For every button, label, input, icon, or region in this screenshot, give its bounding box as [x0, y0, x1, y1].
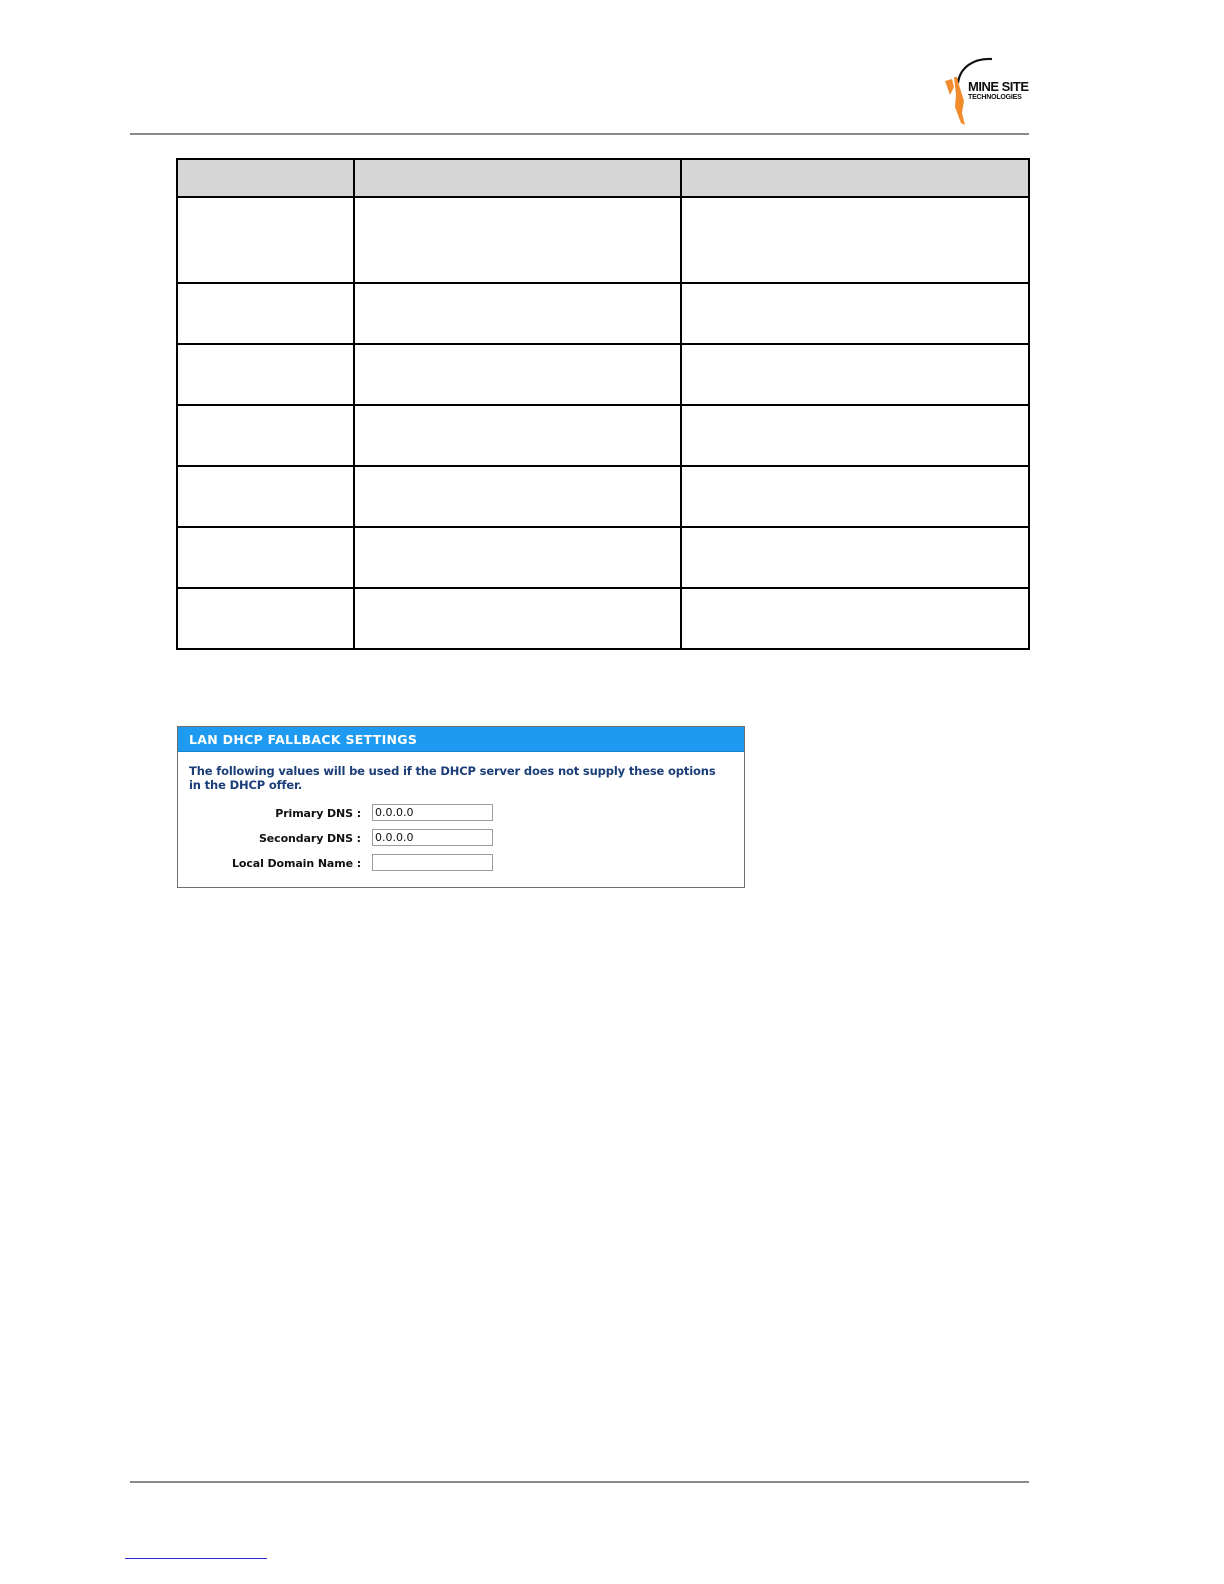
table-row [177, 527, 1029, 588]
secondary-dns-row [178, 829, 744, 849]
primary-dns-input[interactable] [372, 804, 493, 821]
header-divider [130, 133, 1029, 135]
table-cell [354, 197, 682, 283]
secondary-dns-label: Secondary DNS : [258, 832, 361, 845]
table-header-row [177, 159, 1029, 197]
table-cell [177, 588, 354, 649]
footer-link-underline [125, 1558, 267, 1559]
table-cell [177, 527, 354, 588]
table-cell [354, 527, 682, 588]
table-cell [354, 466, 682, 527]
table-header-cell [177, 159, 354, 197]
panel-description: The following values will be used if the DHCP server does not supply these options in the DHCP offer. [189, 764, 716, 792]
table-cell [681, 405, 1029, 466]
logo-text-line1: MINE SITE [968, 79, 1029, 94]
primary-dns-label: Primary DNS : [275, 807, 361, 820]
table-cell [177, 197, 354, 283]
local-domain-row [178, 854, 744, 874]
panel-title: LAN DHCP FALLBACK SETTINGS [178, 727, 744, 752]
dhcp-fallback-panel [177, 726, 745, 888]
table-row [177, 283, 1029, 344]
table-cell [681, 344, 1029, 405]
table-row [177, 588, 1029, 649]
table-cell [681, 527, 1029, 588]
table-cell [681, 588, 1029, 649]
table-cell [681, 197, 1029, 283]
table-cell [177, 466, 354, 527]
table-cell [354, 283, 682, 344]
table-cell [354, 588, 682, 649]
table-row [177, 344, 1029, 405]
table-row [177, 466, 1029, 527]
local-domain-label: Local Domain Name : [232, 857, 361, 870]
table-cell [177, 344, 354, 405]
footer-divider [130, 1481, 1029, 1483]
table-cell [177, 405, 354, 466]
table-cell [681, 466, 1029, 527]
table-cell [354, 405, 682, 466]
table-header-cell [354, 159, 682, 197]
table-cell [681, 283, 1029, 344]
parameters-table [176, 158, 1030, 650]
logo-text-line2: TECHNOLOGIES [968, 94, 1022, 101]
local-domain-input[interactable] [372, 854, 493, 871]
table-row [177, 405, 1029, 466]
secondary-dns-input[interactable] [372, 829, 493, 846]
table-cell [354, 344, 682, 405]
company-logo [940, 55, 1035, 130]
table-cell [177, 283, 354, 344]
table-row [177, 197, 1029, 283]
table-header-cell [681, 159, 1029, 197]
primary-dns-row [178, 804, 744, 824]
